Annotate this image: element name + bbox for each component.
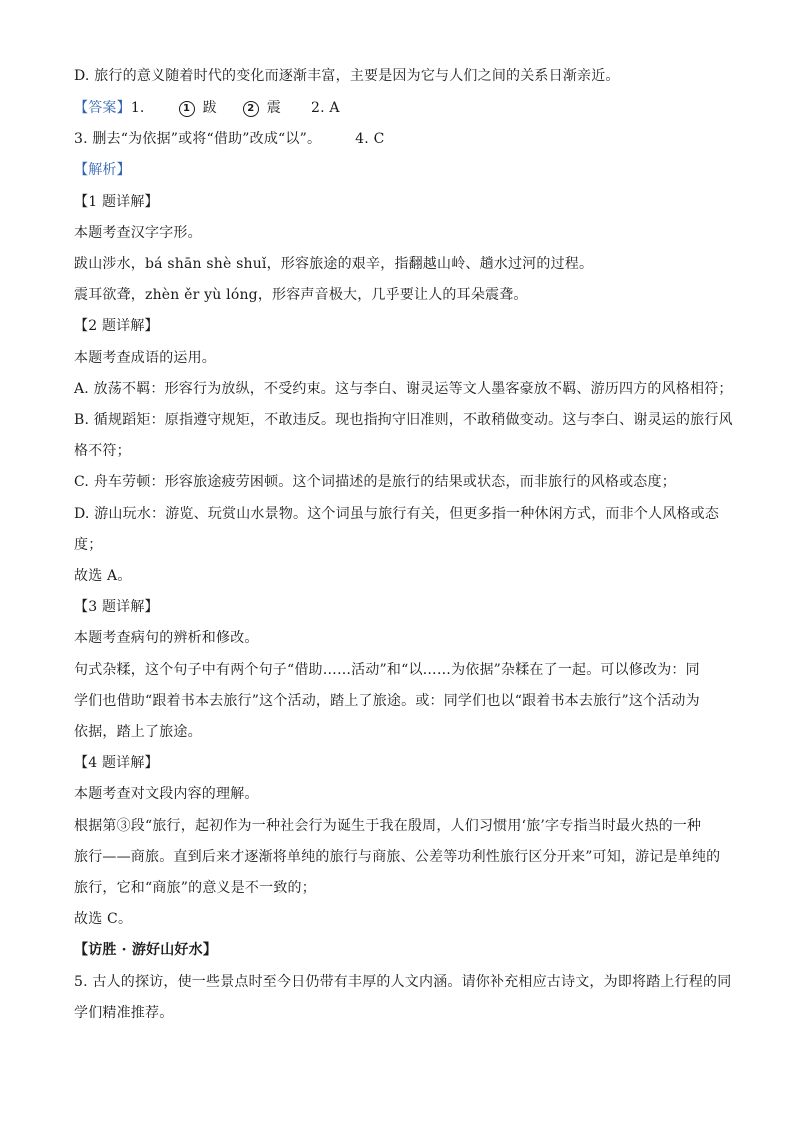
q2-text-4: 格不符； — [74, 443, 131, 459]
q4-text-2: 根据第③段“旅行，起初作为一种社会行为诞生于我在殷周，人们习惯用‘旅’字专指当时最火热的一种 — [74, 818, 702, 834]
q4-text-1: 本题考查对文段内容的理解。 — [74, 786, 259, 802]
q3-heading: 【3 题详解】 — [74, 599, 159, 615]
q2-text-1: 本题考查成语的运用。 — [74, 350, 216, 366]
answer-line-2 — [74, 129, 724, 149]
analysis-label: 【解析】 — [74, 162, 131, 178]
option-d-line: D. 旅行的意义随着时代的变化而逐渐丰富，主要是因为它与人们之间的关系日渐亲近。 — [74, 68, 620, 84]
q2-text-7: 度； — [74, 537, 103, 553]
answer-q2: 2. A — [310, 100, 340, 116]
q3-text-4: 依据，踏上了旅途。 — [74, 724, 202, 740]
answer-q1-char-1: 跋 — [202, 100, 217, 116]
q2-text-2: A. 放荡不羁：形容行为放纵，不受约束。这与李白、谢灵运等文人墨客豪放不羁、游历四方的风格相符； — [74, 381, 733, 397]
q2-text-8: 故选 A。 — [74, 568, 132, 584]
q2-text-3: B. 循规蹈矩：原指遵守规矩，不敢违反。现也指拘守旧准则，不敢稍做变动。这与李白、谢灵运的旅行风 — [74, 412, 733, 428]
q4-heading: 【4 题详解】 — [74, 755, 159, 771]
q3-text-1: 本题考查病句的辨析和修改。 — [74, 630, 259, 646]
q4-text-3: 旅行——商旅。直到后来才逐渐将单纯的旅行与商旅、公差等功利性旅行区分开来”可知，游记是单纯的 — [74, 849, 721, 865]
q3-text-3: 学们也借助“跟着书本去旅行”这个活动，踏上了旅途。或：同学们也以“跟着书本去旅行”这个活动为 — [74, 693, 700, 709]
q5-text-2: 学们精准推荐。 — [74, 1005, 174, 1021]
q4-text-4: 旅行，它和“商旅”的意义是不一致的； — [74, 880, 316, 896]
q2-text-5: C. 舟车劳顿：形容旅途疲劳困顿。这个词描述的是旅行的结果或状态，而非旅行的风格或态度； — [74, 474, 676, 490]
answer-q3: 3. 删去“为依据”或将“借助”改成“以”。 — [74, 131, 322, 147]
q3-text-2: 句式杂糅，这个句子中有两个句子“借助……活动”和“以……为依据”杂糅在了一起。可以修改为：同 — [74, 662, 700, 678]
q5-text-1: 5. 古人的探访，使一些景点时至今日仍带有丰厚的人文内涵。请你补充相应古诗文，为即将踏上行程的同 — [74, 974, 732, 990]
answer-q1-number: 1. — [130, 100, 145, 116]
answer-q1-char-2: 震 — [266, 100, 281, 116]
answer-label: 【答案】 — [74, 100, 131, 116]
q2-heading: 【2 题详解】 — [74, 318, 159, 334]
circle-number-2: 2 — [243, 101, 259, 117]
q1-heading: 【1 题详解】 — [74, 194, 159, 210]
q1-text-3: 震耳欲聋，zhèn ěr yù lóng，形容声音极大，几乎要让人的耳朵震聋。 — [74, 287, 528, 303]
q2-text-6: D. 游山玩水：游览、玩赏山水景物。这个词虽与旅行有关，但更多指一种休闲方式，而非个人风格或态 — [74, 506, 720, 522]
q4-text-5: 故选 C。 — [74, 911, 133, 927]
q1-text-2: 跋山涉水，bá shān shè shuǐ，形容旅途的艰辛，指翻越山岭、趟水过河的过程。 — [74, 256, 594, 272]
answer-q4: 4. C — [355, 131, 385, 147]
answer-line — [74, 98, 724, 118]
q1-text-1: 本题考查汉字字形。 — [74, 225, 202, 241]
section-heading: 【访胜 · 游好山好水】 — [74, 942, 218, 958]
circle-number-1: 1 — [179, 101, 195, 117]
